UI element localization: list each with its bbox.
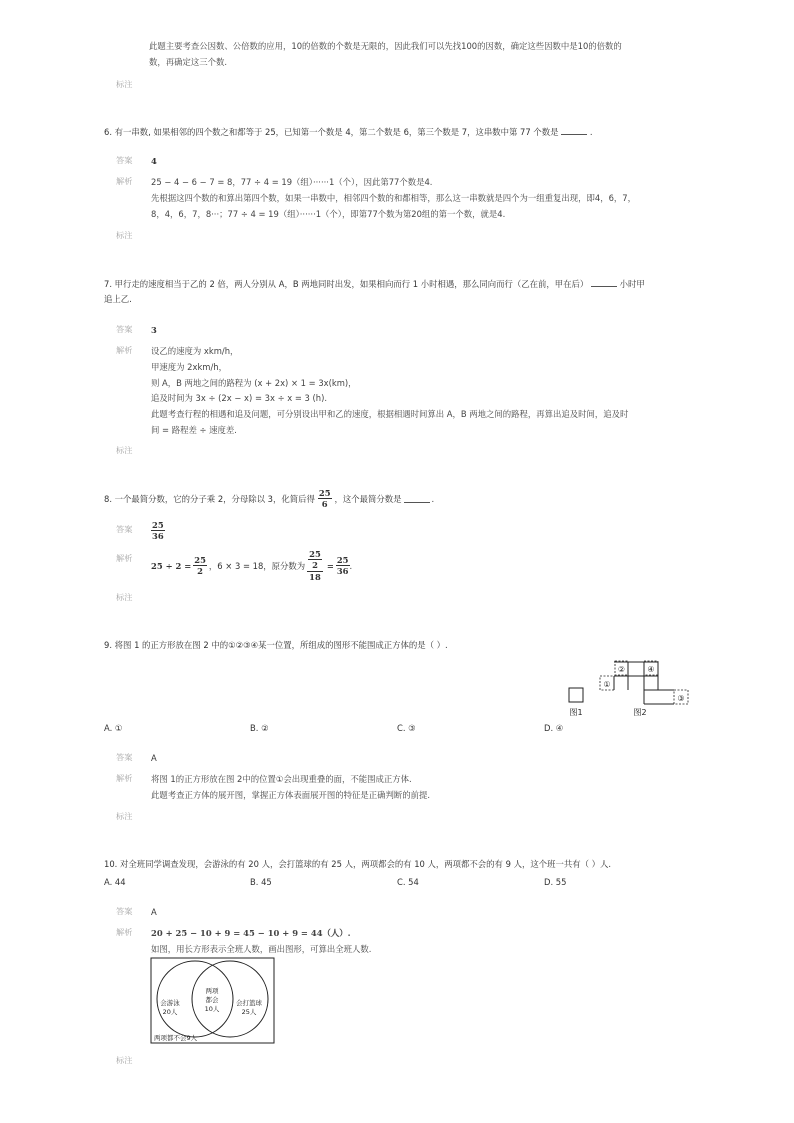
q6-tag: 标注 <box>116 230 133 240</box>
q8-analysis-complex-fraction <box>307 550 323 581</box>
q10-analysis-line-1: 20 + 25 − 10 + 9 = 45 − 10 + 9 = 44（人）. <box>151 928 351 938</box>
q6-stem <box>104 126 593 137</box>
q8-analysis-fraction-3-den: 36 <box>336 566 349 577</box>
q7-analysis-line-3: 则 A，B 两地之间的路程为 (x + 2x) × 1 = 3x(km)， <box>151 378 357 388</box>
q7-stem-line-2: 追上乙. <box>104 294 132 304</box>
q9-fig2-mark-1: ① <box>603 680 611 689</box>
q9-figure-1 <box>562 684 586 718</box>
q8-stem-fraction <box>318 489 332 509</box>
q8-analysis-fraction-3 <box>336 556 350 576</box>
q9-option-a[interactable]: A. ① <box>104 723 123 733</box>
q10-option-d[interactable]: D. 55 <box>544 877 567 887</box>
q7-stem-end: 小时甲 <box>619 279 645 289</box>
intro-line-2: 数，再确定这三个数. <box>149 57 228 67</box>
intro-line-1: 此题主要考查公因数、公倍数的应用，10的倍数的个数是无限的，因此我们可以先找100的因数，确定这些因数中是10的倍数的 <box>149 41 622 51</box>
q9-fig1-square <box>569 688 583 702</box>
q8-analysis-inner-num: 25 <box>309 549 321 559</box>
q6-answer-label: 答案 <box>116 155 133 165</box>
q10-stem: 10. 对全班同学调查发现，会游泳的有 20 人，会打篮球的有 25 人，两项都会的有 10 人，两项都不会的有 9 人，这个班一共有（ ）人. <box>104 859 612 869</box>
q9-analysis-label: 解析 <box>116 773 133 783</box>
q9-option-c[interactable]: C. ③ <box>397 723 416 733</box>
q9-fig2-caption: 图2 <box>633 708 647 717</box>
q9-fig1-caption: 图1 <box>569 708 583 717</box>
q8-answer-label: 答案 <box>116 524 133 534</box>
q7-analysis-line-1: 设乙的速度为 xkm/h， <box>151 346 239 356</box>
q8-answer-fraction <box>151 521 165 541</box>
q10-venn-right-line-2: 25人 <box>241 1008 257 1016</box>
q9-fig2-mark-2: ② <box>617 665 626 674</box>
q8-stem-end: . <box>431 493 435 504</box>
q9-stem: 9. 将图 1 的正方形放在图 2 中的①②③④某一位置，所组成的图形不能围成正方体的是（ ）. <box>104 640 448 650</box>
q7-answer-label: 答案 <box>116 324 133 334</box>
q7-analysis-line-4: 追及时间为 3x ÷ (2x − x) = 3x ÷ x = 3 (h). <box>151 393 328 403</box>
q7-blank <box>591 278 617 287</box>
q6-answer: 4 <box>151 156 157 166</box>
q8-analysis-fraction-1 <box>193 556 207 576</box>
q10-option-c[interactable]: C. 54 <box>397 877 419 887</box>
q6-stem-end: . <box>589 127 593 137</box>
q10-option-b[interactable]: B. 45 <box>250 877 272 887</box>
q10-answer-label: 答案 <box>116 906 133 916</box>
q8-analysis-complex-numerator <box>307 550 323 572</box>
q9-answer: A <box>151 753 157 763</box>
q10-option-a[interactable]: A. 44 <box>104 877 126 887</box>
q6-analysis-line-3: 8，4，6，7，8···；77 ÷ 4 = 19（组）······1（个），即第77个数为第20组的第一个数，就是4. <box>151 209 506 219</box>
q10-venn-right-line-1: 会打篮球 <box>236 999 262 1007</box>
q8-stem-fraction-numerator: 25 <box>318 488 331 498</box>
q7-answer: 3 <box>151 325 157 335</box>
q9-analysis-line-1: 将图 1的正方形放在图 2中的位置①会出现重叠的面，不能围成正方体. <box>151 774 412 784</box>
q9-fig2-mark-3: ③ <box>677 694 685 703</box>
q8-analysis-part-1: 25 ÷ 2 = <box>151 560 192 571</box>
q10-venn-diagram <box>150 957 276 1045</box>
q9-option-b[interactable]: B. ② <box>250 723 269 733</box>
q10-tag: 标注 <box>116 1055 133 1065</box>
q7-analysis-line-5: 此题考查行程的相遇和追及问题，可分别设出甲和乙的速度，根据相遇时间算出 A，B 两地之间的路程，再算出追及时间，追及时 <box>151 409 629 419</box>
q8-blank <box>404 494 430 503</box>
q8-analysis-fraction-3-num: 25 <box>336 554 349 565</box>
q8-analysis-label: 解析 <box>116 553 133 563</box>
q10-venn-middle-line-2: 都会 <box>205 996 219 1004</box>
q8-analysis-fraction-1-num: 25 <box>194 554 206 565</box>
q8-stem-b: ，这个最简分数是 <box>334 493 402 504</box>
q10-analysis-line-2: 如图，用长方形表示全班人数，画出图形，可算出全班人数. <box>151 944 372 954</box>
q8-stem-a: 8. 一个最简分数，它的分子乘 2，分母除以 3，化简后得 <box>104 493 315 504</box>
q6-analysis-label: 解析 <box>116 176 133 186</box>
intro-tag: 标注 <box>116 79 133 89</box>
q8-stem <box>104 489 434 509</box>
q9-answer-label: 答案 <box>116 752 133 762</box>
q7-stem-text: 7. 甲行走的速度相当于乙的 2 倍，两人分别从 A，B 两地同时出发，如果相向而行 1 小时相遇，那么同向而行（乙在前，甲在后） <box>104 279 589 289</box>
q7-tag: 标注 <box>116 445 133 455</box>
q10-venn-middle-line-3: 10人 <box>204 1005 220 1013</box>
q10-venn-middle-line-1: 两项 <box>205 987 219 995</box>
q8-analysis-end: . <box>349 560 353 571</box>
q9-fig2-mark-4: ④ <box>647 665 655 674</box>
q8-analysis-equals: = <box>326 560 334 571</box>
q9-analysis-line-2: 此题考查正方体的展开图，掌握正方体表面展开图的特征是正确判断的前提. <box>151 790 431 800</box>
q9-figure-2 <box>596 658 692 718</box>
q6-analysis-line-2: 先根据这四个数的和算出第四个数，如果一串数中，相邻四个数的和都相等，那么这一串数就是四个为一组重复出现，即4，6，7， <box>151 193 636 203</box>
q8-answer-denominator: 36 <box>152 531 164 542</box>
q10-venn-left-line-2: 20人 <box>162 1008 178 1016</box>
q8-analysis-fraction-1-den: 2 <box>197 566 203 577</box>
q7-analysis-line-2: 甲速度为 2xkm/h， <box>151 362 227 372</box>
q7-stem-line-1 <box>104 278 645 289</box>
q8-analysis-part-2: ，6 × 3 = 18，原分数为 <box>208 560 306 571</box>
q10-venn-bottom-label: 两项都不会9人 <box>154 1034 198 1042</box>
q8-analysis <box>151 550 352 581</box>
q7-analysis-label: 解析 <box>116 345 133 355</box>
q6-analysis-line-1: 25 − 4 − 6 − 7 = 8，77 ÷ 4 = 19（组）······1（个），因此第77个数是4. <box>151 177 433 187</box>
q10-venn-left-line-1: 会游泳 <box>160 999 180 1007</box>
q9-option-d[interactable]: D. ④ <box>544 723 564 733</box>
q8-answer-numerator: 25 <box>152 520 164 530</box>
q8-stem-fraction-denominator: 6 <box>321 499 328 510</box>
q6-blank <box>561 126 587 135</box>
q7-analysis-line-6: 间 = 路程差 ÷ 速度差. <box>151 425 237 435</box>
q8-analysis-complex-denominator: 18 <box>309 571 321 582</box>
q8-answer <box>151 521 165 541</box>
q10-answer: A <box>151 907 157 917</box>
q6-stem-text: 6. 有一串数, 如果相邻的四个数之和都等于 25，已知第一个数是 4，第二个数是 6，第三个数是 7，这串数中第 77 个数是 <box>104 127 559 137</box>
q8-analysis-inner-den: 2 <box>312 560 318 571</box>
q8-tag: 标注 <box>116 592 133 602</box>
q9-tag: 标注 <box>116 811 133 821</box>
q8-analysis-inner-fraction <box>308 550 322 570</box>
q10-analysis-label: 解析 <box>116 927 133 937</box>
